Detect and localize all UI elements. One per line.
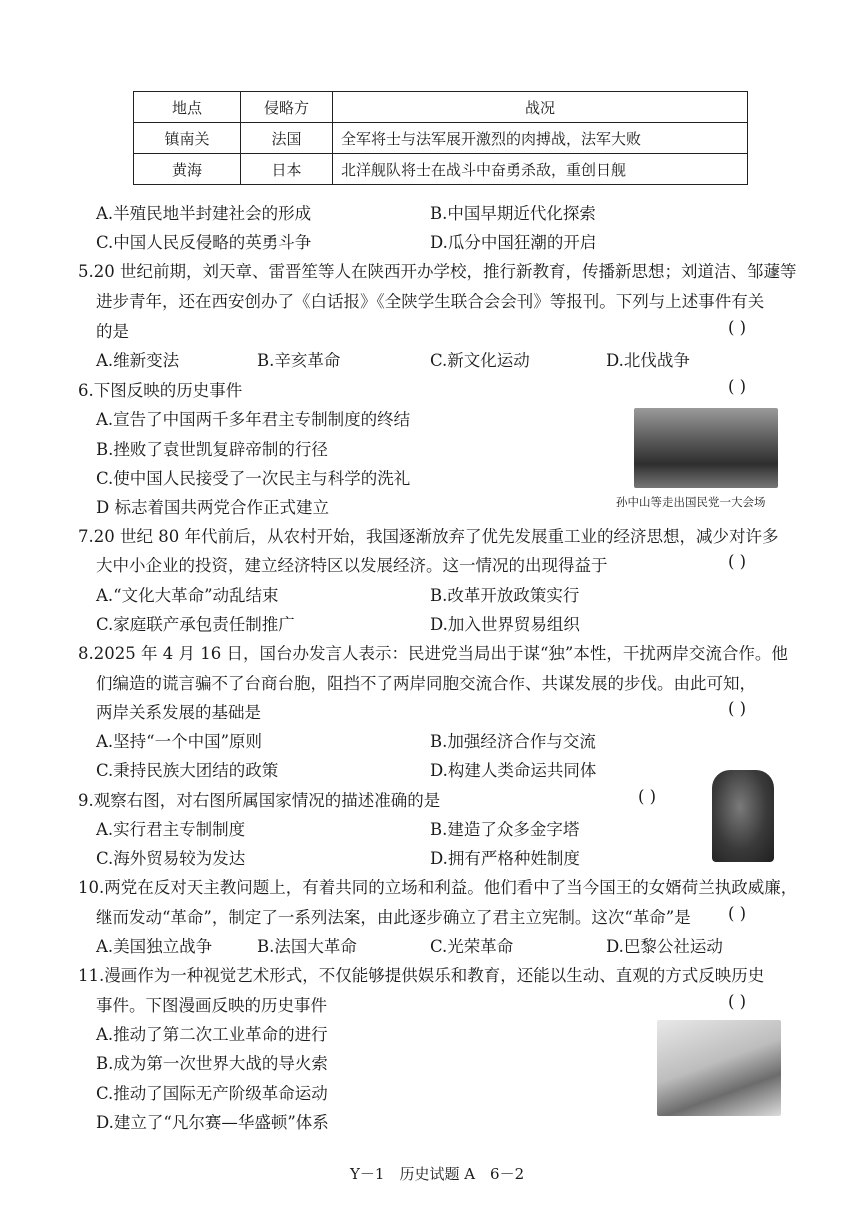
- table-cell: 全军将士与法军展开激烈的肉搏战，法军大败: [333, 123, 748, 154]
- table-header: 战况: [333, 92, 748, 123]
- q8-stem-line1: 8.2025 年 4 月 16 日，国台办发言人表示：民进党当局出于谋“独”本性，干扰两岸交流合作。他: [78, 644, 788, 663]
- stele-image: [712, 770, 774, 862]
- q5-option-d: D.北伐战争: [606, 351, 690, 370]
- table-cell: 黄海: [134, 154, 241, 185]
- q9-option-b: B.建造了众多金字塔: [430, 820, 580, 839]
- q6-stem: 6.下图反映的历史事件: [78, 381, 243, 400]
- q10-stem-line2: 继而发动“革命”，制定了一系列法案，由此逐步确立了君主立宪制。这次“革命”是: [96, 908, 691, 927]
- table-cell: 北洋舰队将士在战斗中奋勇杀敌，重创日舰: [333, 154, 748, 185]
- q8-option-a: A.坚持“一个中国”原则: [96, 732, 263, 751]
- table-cell: 镇南关: [134, 123, 241, 154]
- q9-option-d: D.拥有严格种姓制度: [430, 849, 580, 868]
- q7-stem-line1: 7.20 世纪 80 年代前后，从农村开始，我国逐渐放弃了优先发展重工业的经济思想，减少对许多: [78, 527, 779, 546]
- table-cell: 日本: [241, 154, 333, 185]
- q4-option-a: A.半殖民地半封建社会的形成: [96, 204, 312, 223]
- table-header: 侵略方: [241, 92, 333, 123]
- historical-photo: [634, 408, 778, 488]
- q7-option-b: B.改革开放政策实行: [430, 586, 580, 605]
- table-row: [134, 123, 748, 154]
- q11-option-a: A.推动了第二次工业革命的进行: [96, 1025, 328, 1044]
- q6-option-c: C.使中国人民接受了一次民主与科学的洗礼: [96, 469, 411, 488]
- q6-option-a: A.宣告了中国两千多年君主专制制度的终结: [96, 410, 411, 429]
- q10-option-b: B.法国大革命: [257, 937, 357, 956]
- q11-option-c: C.推动了国际无产阶级革命运动: [96, 1084, 328, 1103]
- q7-stem-line2: 大中小企业的投资，建立经济特区以发展经济。这一情况的出现得益于: [96, 556, 608, 575]
- answer-parentheses: ( ): [728, 699, 747, 718]
- answer-parentheses: ( ): [728, 552, 747, 571]
- q9-option-c: C.海外贸易较为发达: [96, 849, 246, 868]
- q4-option-c: C.中国人民反侵略的英勇斗争: [96, 233, 312, 252]
- q7-option-d: D.加入世界贸易组织: [430, 615, 580, 634]
- answer-parentheses: ( ): [638, 787, 657, 806]
- answer-parentheses: ( ): [728, 318, 747, 337]
- battle-table: [133, 91, 748, 185]
- q10-stem-line1: 10.两党在反对天主教问题上，有着共同的立场和利益。他们看中了当今国王的女婿荷兰执政威廉，: [78, 878, 798, 897]
- cartoon-image: [657, 1020, 781, 1116]
- q11-stem-line2: 事件。下图漫画反映的历史事件: [96, 996, 327, 1015]
- table-row: [134, 154, 748, 185]
- table-header-row: [134, 92, 748, 123]
- photo-caption: 孙中山等走出国民党一大会场: [616, 495, 766, 509]
- q10-option-a: A.美国独立战争: [96, 937, 213, 956]
- answer-parentheses: ( ): [728, 992, 747, 1011]
- q5-option-b: B.辛亥革命: [257, 351, 341, 370]
- q8-option-b: B.加强经济合作与交流: [430, 732, 596, 751]
- q6-option-d: D 标志着国共两党合作正式建立: [96, 498, 329, 517]
- page-footer: Y－1 历史试题 A 6－2: [350, 1165, 525, 1183]
- q11-stem-line1: 11.漫画作为一种视觉艺术形式，不仅能够提供娱乐和教育，还能以生动、直观的方式反映历史: [78, 966, 765, 985]
- table-cell: 法国: [241, 123, 333, 154]
- q6-option-b: B.挫败了袁世凯复辟帝制的行径: [96, 440, 328, 459]
- q9-stem: 9.观察右图，对右图所属国家情况的描述准确的是: [78, 791, 441, 810]
- q10-option-c: C.光荣革命: [430, 937, 514, 956]
- table-header: 地点: [134, 92, 241, 123]
- q5-stem-line2: 进步青年，还在西安创办了《白话报》《全陕学生联合会会刊》等报刊。下列与上述事件有关: [96, 292, 765, 311]
- answer-parentheses: ( ): [728, 904, 747, 923]
- answer-parentheses: ( ): [728, 377, 747, 396]
- q10-option-d: D.巴黎公社运动: [606, 937, 723, 956]
- q7-option-a: A.“文化大革命”动乱结束: [96, 586, 279, 605]
- q5-option-a: A.维新变法: [96, 351, 180, 370]
- q8-option-c: C.秉持民族大团结的政策: [96, 761, 279, 780]
- q11-option-b: B.成为第一次世界大战的导火索: [96, 1054, 328, 1073]
- q8-stem-line3: 两岸关系发展的基础是: [96, 703, 261, 722]
- q5-stem-line3: 的是: [96, 322, 129, 341]
- q7-option-c: C.家庭联产承包责任制推广: [96, 615, 295, 634]
- q4-option-b: B.中国早期近代化探索: [430, 204, 596, 223]
- q5-option-c: C.新文化运动: [430, 351, 530, 370]
- q8-option-d: D.构建人类命运共同体: [430, 761, 597, 780]
- q4-option-d: D.瓜分中国狂潮的开启: [430, 233, 597, 252]
- q8-stem-line2: 们编造的谎言骗不了台商台胞，阻挡不了两岸同胞交流合作、共谋发展的步伐。由此可知，: [96, 674, 756, 693]
- q9-option-a: A.实行君主专制制度: [96, 820, 246, 839]
- q5-stem-line1: 5.20 世纪前期，刘天章、雷晋笙等人在陕西开办学校，推行新教育，传播新思想；刘道洁、邹蘧等: [78, 262, 797, 281]
- q11-option-d: D.建立了“凡尔赛—华盛顿”体系: [96, 1113, 329, 1132]
